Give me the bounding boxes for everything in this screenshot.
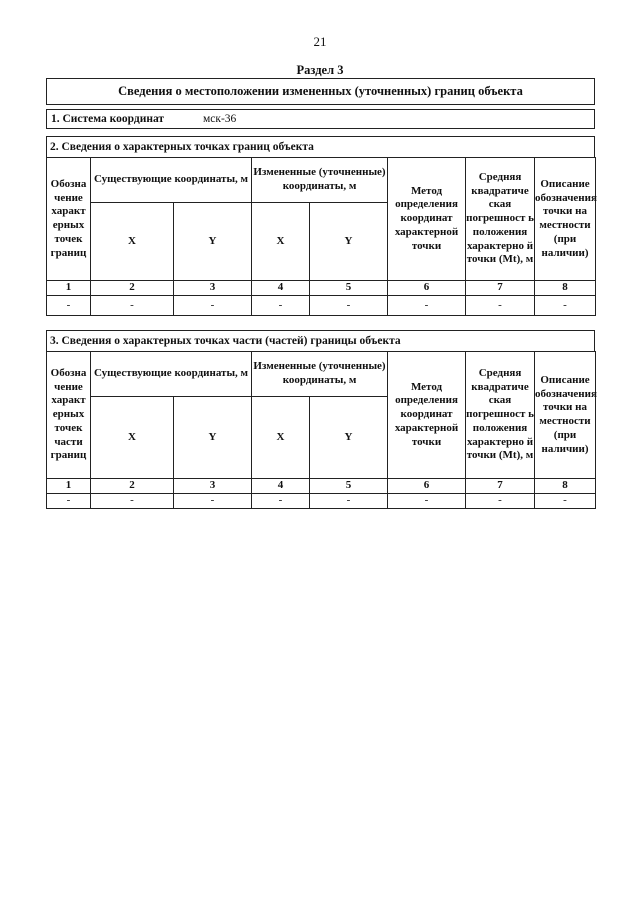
header-designation: Обозна чение характ ерных точек части границ (47, 352, 91, 479)
header-method: Метод определения координат характерной точки (388, 352, 466, 479)
table-cell: - (535, 296, 596, 316)
column-number: 6 (388, 281, 466, 296)
subheader-x-existing: X (91, 203, 174, 281)
table-row (47, 494, 596, 509)
header-description: Описание обозначения точки на местности (при наличии) (535, 352, 596, 479)
column-numbers-row (47, 281, 596, 296)
header-designation: Обозна чение характ ерных точек границ (47, 158, 91, 281)
header-method: Метод определения координат характерной точки (388, 158, 466, 281)
coordinate-system-row (46, 109, 595, 129)
column-number: 8 (535, 281, 596, 296)
header-description: Описание обозначения точки на местности (при наличии) (535, 158, 596, 281)
subheader-y-changed: Y (310, 203, 388, 281)
table-cell: - (91, 296, 174, 316)
column-number: 7 (466, 281, 535, 296)
table-row (47, 296, 596, 316)
header-changed-coords: Измененные (уточненные) координаты, м (252, 352, 388, 397)
section2-table (46, 157, 596, 316)
column-number: 7 (466, 479, 535, 494)
section3-block (46, 330, 595, 509)
column-number: 1 (47, 281, 91, 296)
section2-block (46, 136, 595, 316)
table-cell: - (388, 494, 466, 509)
column-number: 8 (535, 479, 596, 494)
column-number: 4 (252, 281, 310, 296)
main-title: Сведения о местоположении измененных (уточненных) границ объекта (46, 78, 595, 105)
section2-heading: 2. Сведения о характерных точках границ объекта (46, 136, 595, 157)
table-cell: - (252, 494, 310, 509)
table-cell: - (388, 296, 466, 316)
section3-heading: 3. Сведения о характерных точках части (частей) границы объекта (46, 330, 595, 351)
table-cell: - (252, 296, 310, 316)
header-error: Средняя квадратиче ская погрешност ь положения характерно й точки (Mt), м (466, 158, 535, 281)
column-number: 5 (310, 281, 388, 296)
header-existing-coords: Существующие координаты, м (91, 352, 252, 397)
table-cell: - (310, 494, 388, 509)
page-number: 21 (313, 34, 327, 49)
table-cell: - (466, 296, 535, 316)
table-cell: - (47, 494, 91, 509)
header-error: Средняя квадратиче ская погрешност ь положения характерно й точки (Mt), м (466, 352, 535, 479)
table-cell: - (466, 494, 535, 509)
column-numbers-row (47, 479, 596, 494)
subheader-y-existing: Y (174, 203, 252, 281)
header-existing-coords: Существующие координаты, м (91, 158, 252, 203)
column-number: 5 (310, 479, 388, 494)
coordinate-system-value: мск-36 (203, 113, 237, 125)
column-number: 1 (47, 479, 91, 494)
subheader-x-changed: X (252, 203, 310, 281)
subheader-y-changed: Y (310, 397, 388, 479)
subheader-y-existing: Y (174, 397, 252, 479)
table-cell: - (535, 494, 596, 509)
section3-table (46, 351, 596, 509)
column-number: 2 (91, 479, 174, 494)
table-cell: - (174, 494, 252, 509)
column-number: 3 (174, 281, 252, 296)
subheader-x-changed: X (252, 397, 310, 479)
coordinate-system-label: 1. Система координат (51, 113, 165, 125)
subheader-x-existing: X (91, 397, 174, 479)
table-cell: - (174, 296, 252, 316)
column-number: 2 (91, 281, 174, 296)
column-number: 4 (252, 479, 310, 494)
column-number: 6 (388, 479, 466, 494)
table-cell: - (47, 296, 91, 316)
column-number: 3 (174, 479, 252, 494)
table-cell: - (310, 296, 388, 316)
table-cell: - (91, 494, 174, 509)
header-changed-coords: Измененные (уточненные) координаты, м (252, 158, 388, 203)
section-title: Раздел 3 (296, 63, 344, 77)
